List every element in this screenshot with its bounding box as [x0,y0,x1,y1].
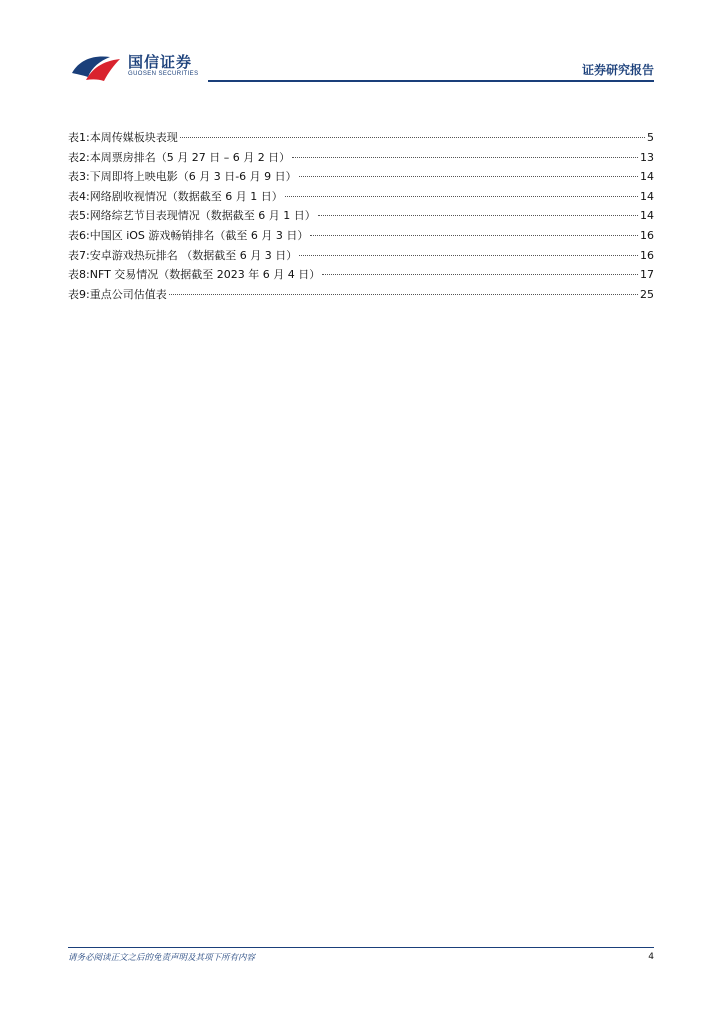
toc-row-7[interactable] [68,246,654,266]
dot-leader [285,196,638,197]
toc-page-number: 14 [640,209,654,223]
toc-label: 表2: [68,150,90,164]
guosen-logo-icon [70,53,124,83]
toc-row-5[interactable] [68,206,654,226]
toc-page-number: 16 [640,228,654,242]
toc-row-8[interactable] [68,265,654,285]
toc-row-3[interactable] [68,167,654,187]
page-header [0,0,724,90]
toc-row-1[interactable] [68,128,654,148]
toc-title: 安卓游戏热玩排名 （数据截至 6 月 3 日） [89,248,298,262]
header-divider [208,80,654,82]
toc-page-number: 14 [640,170,654,184]
toc-label: 表6: [68,228,90,242]
toc-label: 表4: [68,189,90,203]
dot-leader [180,137,645,138]
logo-english-name: GUOSEN SECURITIES [128,71,199,77]
toc-label: 表5: [68,209,90,223]
toc-page-number: 14 [640,189,654,203]
report-type-label: 证券研究报告 [581,63,654,77]
footer-divider [68,947,654,948]
guosen-logo [70,50,210,84]
dot-leader [292,157,638,158]
toc-title: 网络综艺节目表现情况（数据截至 6 月 1 日） [89,209,316,223]
toc-title: 下周即将上映电影（6 月 3 日-6 月 9 日） [89,170,297,184]
toc-label: 表3: [68,170,90,184]
toc-row-6[interactable] [68,226,654,246]
footer-disclaimer: 请务必阅读正文之后的免责声明及其项下所有内容 [68,953,256,963]
dot-leader [169,294,638,295]
toc-title: 本周票房排名（5 月 27 日 – 6 月 2 日） [89,150,291,164]
logo-chinese-name: 国信证券 [128,53,193,71]
toc-row-4[interactable] [68,187,654,207]
toc-row-2[interactable] [68,148,654,168]
toc-title: 网络剧收视情况（数据截至 6 月 1 日） [89,189,283,203]
toc-title: 重点公司估值表 [89,287,167,301]
table-of-tables [68,128,654,304]
toc-title: 中国区 iOS 游戏畅销排名（截至 6 月 3 日） [89,228,309,242]
toc-row-9[interactable] [68,285,654,305]
toc-page-number: 16 [640,248,654,262]
toc-label: 表9: [68,287,90,301]
toc-title: NFT 交易情况（数据截至 2023 年 6 月 4 日） [89,268,321,282]
dot-leader [318,215,638,216]
toc-title: 本周传媒板块表现 [89,131,178,144]
dot-leader [322,274,638,275]
toc-page-number: 25 [640,287,654,301]
toc-page-number: 17 [640,268,654,282]
dot-leader [299,255,638,256]
dot-leader [299,176,638,177]
toc-label: 表8: [68,268,90,282]
toc-page-number: 13 [640,150,654,164]
dot-leader [310,235,638,236]
toc-page-number: 5 [647,131,654,144]
page-number: 4 [648,952,654,962]
toc-label: 表7: [68,248,90,262]
toc-label: 表1: [68,131,90,144]
